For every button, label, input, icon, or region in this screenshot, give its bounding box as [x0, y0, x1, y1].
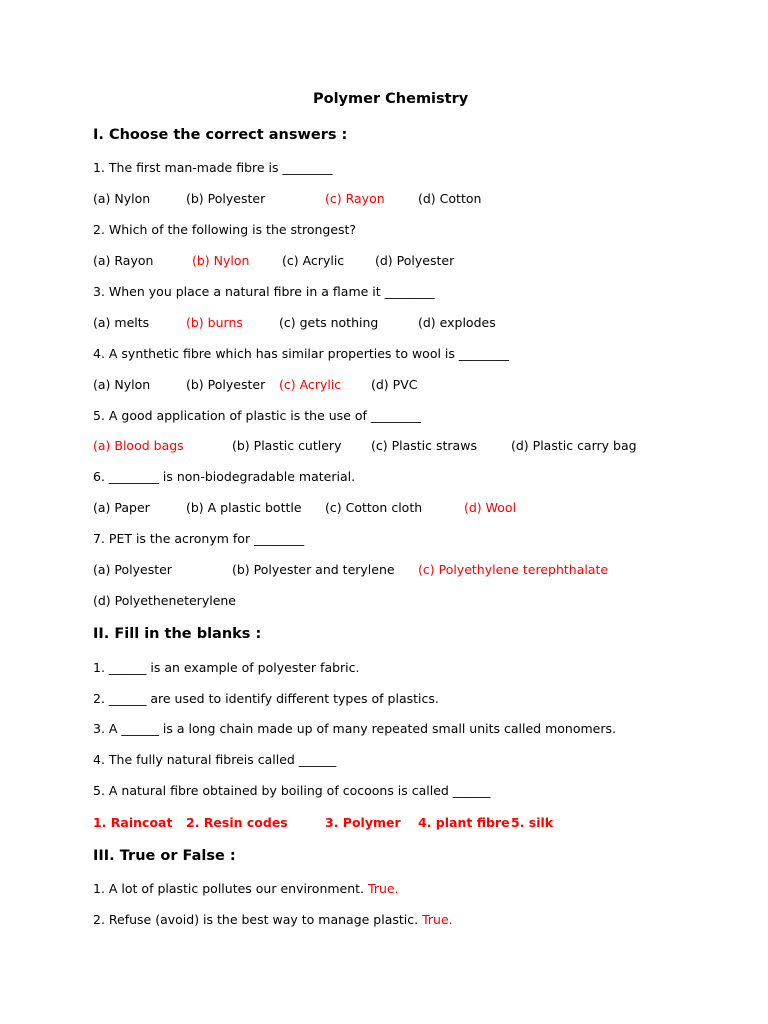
q5-option-b: (b) Plastic cutlery [232, 438, 342, 453]
q6-option-a: (a) Paper [93, 500, 150, 515]
fill-answer-3: 3. Polymer [325, 815, 401, 830]
q7-option-c-answer: (c) Polyethylene terephthalate [418, 562, 609, 577]
q6-option-b: (b) A plastic bottle [186, 500, 302, 515]
true-false-statement-2: 2. Refuse (avoid) is the best way to manage plastic. [93, 912, 419, 927]
q1-option-b: (b) Polyester [186, 191, 266, 206]
true-false-item-2 [93, 912, 453, 928]
q7-option-d: (d) Polyetheneterylene [93, 593, 236, 608]
fill-blank-4: 4. The fully natural fibreis called ______ [93, 752, 337, 767]
fill-answer-1: 1. Raincoat [93, 815, 173, 830]
question-1-text: 1. The first man-made fibre is ________ [93, 160, 333, 175]
question-3-text: 3. When you place a natural fibre in a flame it ________ [93, 284, 435, 299]
fill-answer-4: 4. plant fibre [418, 815, 510, 830]
fill-blank-3: 3. A ______ is a long chain made up of many repeated small units called monomers. [93, 721, 616, 736]
true-false-item-1 [93, 881, 399, 897]
q5-option-a-answer: (a) Blood bags [93, 438, 184, 453]
fill-blank-2: 2. ______ are used to identify different types of plastics. [93, 691, 439, 706]
q6-option-c: (c) Cotton cloth [325, 500, 423, 515]
question-4-text: 4. A synthetic fibre which has similar properties to wool is ________ [93, 346, 509, 361]
q1-option-a: (a) Nylon [93, 191, 151, 206]
q7-option-b: (b) Polyester and terylene [232, 562, 395, 577]
q4-option-c-answer: (c) Acrylic [279, 377, 342, 392]
q1-option-d: (d) Cotton [418, 191, 482, 206]
true-false-answer-2: True. [422, 912, 453, 927]
q4-option-b: (b) Polyester [186, 377, 266, 392]
q5-option-d: (d) Plastic carry bag [511, 438, 637, 453]
question-7-text: 7. PET is the acronym for ________ [93, 531, 305, 546]
q2-option-c: (c) Acrylic [282, 253, 345, 268]
section-1-heading: I. Choose the correct answers : [93, 127, 348, 143]
section-3-heading: III. True or False : [93, 848, 236, 864]
fill-blank-1: 1. ______ is an example of polyester fabric. [93, 660, 360, 675]
q1-option-c-answer: (c) Rayon [325, 191, 385, 206]
question-5-text: 5. A good application of plastic is the use of ________ [93, 408, 421, 423]
fill-blank-5: 5. A natural fibre obtained by boiling of cocoons is called ______ [93, 783, 491, 798]
true-false-answer-1: True. [368, 881, 399, 896]
true-false-statement-1: 1. A lot of plastic pollutes our environment. [93, 881, 365, 896]
fill-answer-5: 5. silk [511, 815, 554, 830]
q5-option-c: (c) Plastic straws [371, 438, 477, 453]
q3-option-c: (c) gets nothing [279, 315, 379, 330]
question-6-text: 6. ________ is non-biodegradable material. [93, 469, 356, 484]
q6-option-d-answer: (d) Wool [464, 500, 517, 515]
fill-answer-2: 2. Resin codes [186, 815, 288, 830]
question-2-text: 2. Which of the following is the strongest? [93, 222, 357, 237]
q2-option-a: (a) Rayon [93, 253, 154, 268]
section-2-heading: II. Fill in the blanks : [93, 626, 262, 642]
q3-option-b-answer: (b) burns [186, 315, 243, 330]
q4-option-d: (d) PVC [371, 377, 418, 392]
page-title: Polymer Chemistry [313, 91, 469, 107]
q7-option-a: (a) Polyester [93, 562, 172, 577]
q2-option-d: (d) Polyester [375, 253, 455, 268]
q2-option-b-answer: (b) Nylon [192, 253, 250, 268]
q3-option-a: (a) melts [93, 315, 150, 330]
q4-option-a: (a) Nylon [93, 377, 151, 392]
q3-option-d: (d) explodes [418, 315, 496, 330]
